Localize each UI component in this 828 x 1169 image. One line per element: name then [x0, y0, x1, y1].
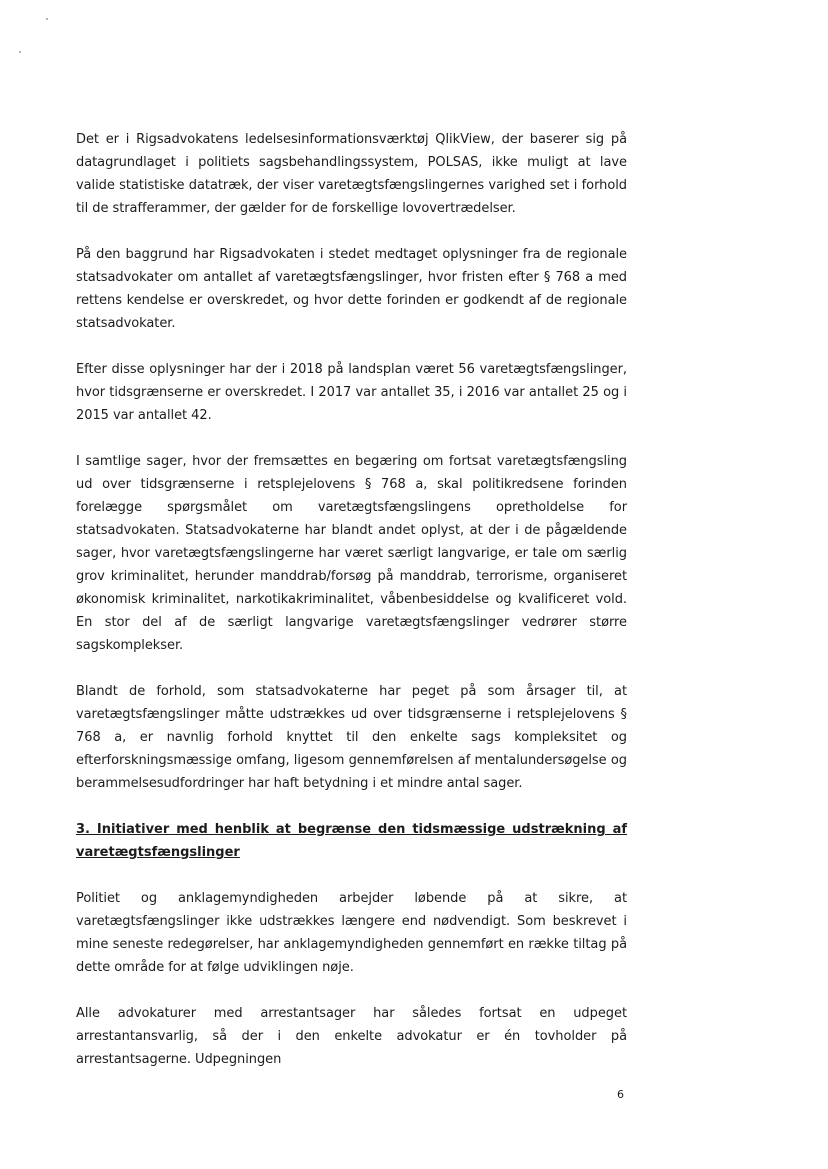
paragraph-qlikview: Det er i Rigsadvokatens ledelsesinformationsværktøj QlikView, der baserer sig på datagrundlaget i politiets sagsbehandlingssystem, POLSAS, ikke muligt at lave valide statistiske datatræk, der viser varetægtsfængslingernes varighed set i forhold til de strafferammer, der gælder for de forskellige lovovertrædelser.	[76, 132, 627, 216]
scan-speck	[46, 18, 48, 20]
paragraph-regional-prosecutors: På den baggrund har Rigsadvokaten i stedet medtaget oplysninger fra de regionale statsadvokater om antallet af varetægtsfængslinger, hvor fristen efter § 768 a med rettens kendelse er overskredet, og hvor dette forinden er godkendt af de regionale statsadvokater.	[76, 247, 627, 331]
scan-speck	[19, 51, 21, 53]
paragraph-arrest-responsible: Alle advokaturer med arrestantsager har således fortsat en udpeget arrestantansvarlig, så der i den enkelte advokatur er én tovholder på arrestantsagerne. Udpegningen	[76, 1006, 627, 1067]
paragraph-all-cases: I samtlige sager, hvor der fremsættes en begæring om fortsat varetægtsfængsling ud over tidsgrænserne i retsplejelovens § 768 a, skal politikredsene forinden forelægge spørgsmålet om varetægtsfængslingens opretholdelse for statsadvokaten. Statsadvokaterne har blandt andet oplyst, at der i de pågældende sager, hvor varetægtsfængslingerne har været særligt langvarige, er tale om særlig grov kriminalitet, herunder manddrab/forsøg på manddrab, terrorisme, organiseret økonomisk kriminalitet, narkotikakriminalitet, våbenbesiddelse og kvalificeret vold. En stor del af de særligt langvarige varetægtsfængslinger vedrører større sagskomplekser.	[76, 454, 627, 653]
paragraph-statistics: Efter disse oplysninger har der i 2018 på landsplan været 56 varetægtsfængslinger, hvor tidsgrænserne er overskredet. I 2017 var antallet 35, i 2016 var antallet 25 og i 2015 var antallet 42.	[76, 362, 627, 423]
section-heading: 3. Initiativer med henblik at begrænse den tidsmæssige udstrækning af varetægtsfængslinger	[76, 822, 627, 860]
paragraph-reasons: Blandt de forhold, som statsadvokaterne har peget på som årsager til, at varetægtsfængslinger måtte udstrækkes ud over tidsgrænserne i retsplejelovens § 768 a, er navnlig forhold knyttet til den enkelte sags kompleksitet og efterforskningsmæssige omfang, ligesom gennemførelsen af mentalundersøgelse og berammelsesudfordringer har haft betydning i et mindre antal sager.	[76, 684, 627, 791]
document-body	[76, 128, 627, 1094]
paragraph-ongoing-efforts: Politiet og anklagemyndigheden arbejder løbende på at sikre, at varetægtsfængslinger ikke udstrækkes længere end nødvendigt. Som beskrevet i mine seneste redegørelser, har anklagemyndigheden gennemført en række tiltag på dette område for at følge udviklingen nøje.	[76, 891, 627, 975]
page-number: 6	[617, 1088, 624, 1101]
